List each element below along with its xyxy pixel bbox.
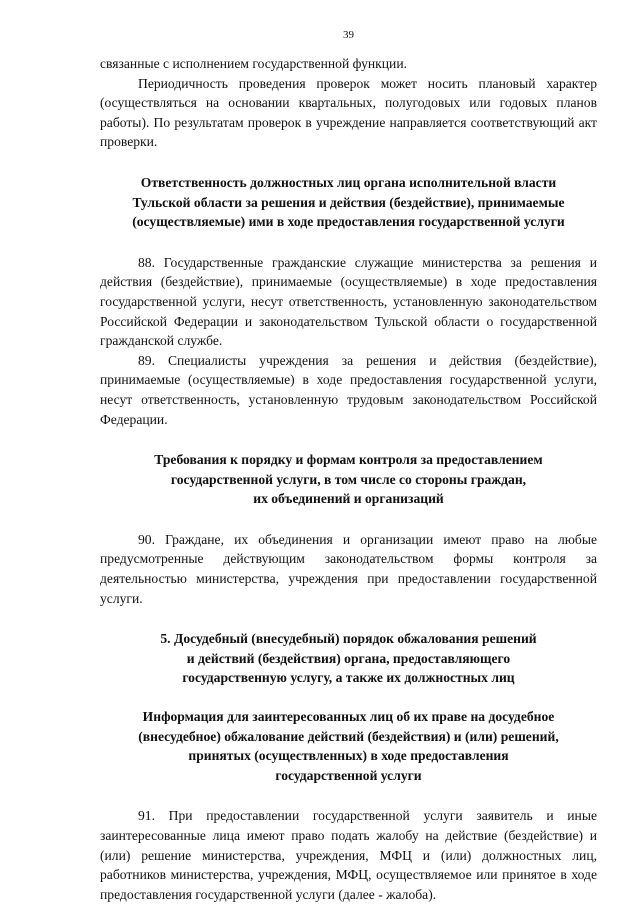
heading-appeal-rights-information (100, 707, 597, 785)
heading-line: принятых (осуществленных) в ходе предоставления (188, 748, 509, 764)
page-number: 39 (343, 29, 354, 41)
heading-line: и действий (бездействия) органа, предоставляющего (186, 650, 511, 666)
paragraph-continuation: связанные с исполнением государственной функции. (100, 56, 408, 71)
heading-line: государственную услугу, а также их должностных лиц (182, 670, 515, 686)
heading-line: 5. Досудебный (внесудебный) порядок обжалования решений (160, 631, 537, 647)
heading-line: Тульской области за решения и действия (бездействие), принимаемые (132, 194, 565, 210)
heading-control-requirements (100, 450, 597, 509)
document-page (100, 28, 597, 904)
paragraph-91: 91. При предоставлении государственной услуги заявитель и иные заинтересованные лица имеют право подать жалобу на действие (бездействие) и (или) решение министерства, учреждения, МФЦ и (или) должностных лиц, работников министерства, учреждения, МФЦ, осуществляемое или принятое в ходе предоставления государственной услуги (далее - жалоба). (100, 808, 597, 902)
heading-section-5-appeal-procedure (100, 629, 597, 688)
heading-line: государственной услуги (275, 767, 422, 783)
heading-line: Требования к порядку и формам контроля за предоставлением (154, 452, 543, 468)
heading-officials-responsibility (100, 173, 597, 232)
paragraph-88: 88. Государственные гражданские служащие министерства за решения и действия (бездействие), принимаемые (осуществляемые) в ходе предоставления государственной услуги, несут ответственность, установленную законодательством Российской Федерации и законодательством Тульской области о государственной гражданской службе. (100, 254, 597, 349)
heading-line: (внесудебное) обжалование действий (бездействия) и (или) решений, (138, 728, 559, 744)
heading-line: их объединений и организаций (253, 491, 444, 507)
paragraph-inspection-periodicity: Периодичность проведения проверок может носить плановый характер (осуществляться на основании квартальных, полугодовых или годовых планов работы). По результатам проверок в учреждение направляется соответствующий акт проверки. (100, 75, 597, 150)
paragraph-90: 90. Граждане, их объединения и организации имеют право на любые предусмотренные действующим законодательством формы контроля за деятельностью министерства, учреждения при предоставлении государственной услуги. (100, 531, 597, 606)
heading-line: (осуществляемые) ими в ходе предоставления государственной услуги (132, 214, 565, 230)
heading-line: государственной услуги, в том числе со стороны граждан, (170, 471, 527, 487)
heading-line: Информация для заинтересованных лиц об их праве на досудебное (142, 709, 555, 725)
heading-line: Ответственность должностных лиц органа исполнительной власти (140, 174, 557, 190)
paragraph-89: 89. Специалисты учреждения за решения и действия (бездействие), принимаемые (осуществляемые) в ходе предоставления государственной услуги, несут ответственность, установленную трудовым законодательством Российской Федерации. (100, 352, 597, 427)
